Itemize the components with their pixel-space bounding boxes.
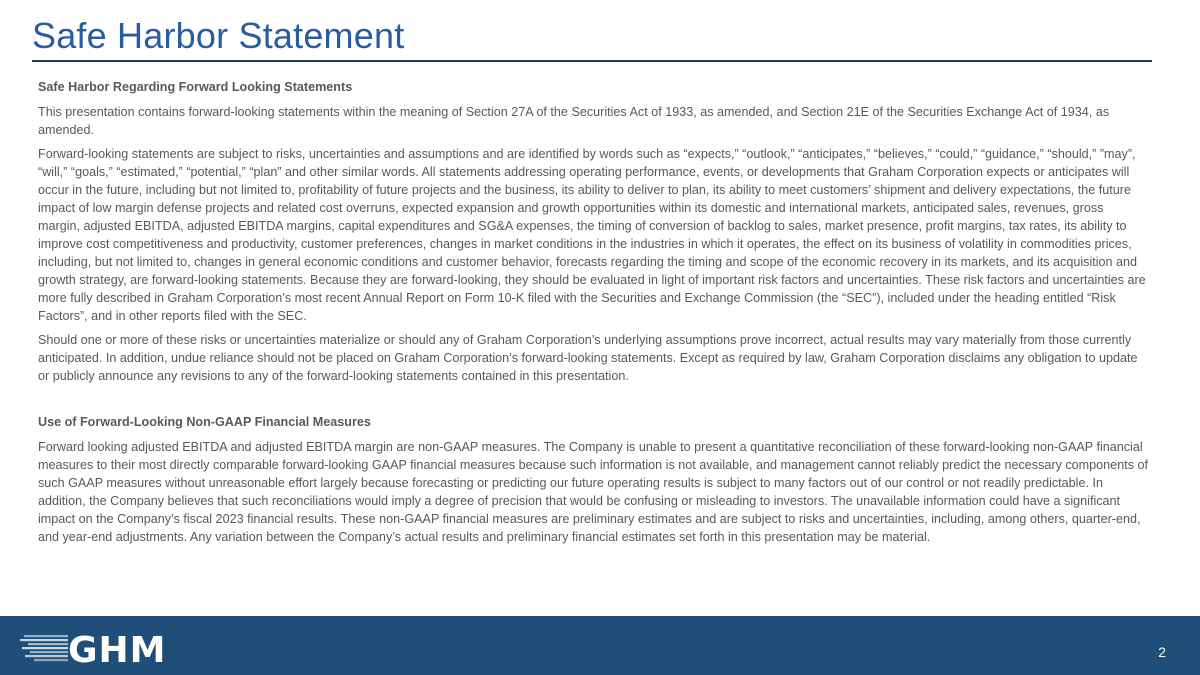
footer-bar xyxy=(0,616,1200,675)
slide-body xyxy=(38,78,1148,552)
logo-wordmark: GHM xyxy=(68,630,167,665)
section-heading-non-gaap: Use of Forward-Looking Non-GAAP Financial Measures xyxy=(38,415,371,429)
speed-lines-icon xyxy=(20,635,68,661)
paragraph: Forward looking adjusted EBITDA and adjusted EBITDA margin are non-GAAP measures. The Company is unable to present a quantitative reconciliation of these forward-looking non-GAAP financial measures to their most directly comparable forward-looking GAAP financial measures because such information is not available, and management cannot reliably predict the necessary components of such GAAP measures without unreasonable effort largely because forecasting or predicting our future operating results is subject to many factors out of our control or not readily predictable. In addition, the Company believes that such reconciliations would imply a degree of precision that would be confusing or misleading to investors. The unavailable information could have a significant impact on the Company’s fiscal 2023 financial results. These non-GAAP financial measures are preliminary estimates and are subject to risks and uncertainties, including, among others, quarter-end, and year-end adjustments. Any variation between the Company’s actual results and preliminary financial estimates set forth in this presentation may be material. xyxy=(38,440,1148,544)
section-heading-safe-harbor: Safe Harbor Regarding Forward Looking Statements xyxy=(38,80,353,94)
title-divider xyxy=(32,60,1152,62)
section-spacer xyxy=(38,391,1148,413)
paragraph: This presentation contains forward-looking statements within the meaning of Section 27A of the Securities Act of 1933, as amended, and Section 21E of the Securities Exchange Act of 1934, as amended. xyxy=(38,105,1110,137)
slide-title: Safe Harbor Statement xyxy=(32,15,405,56)
page-number: 2 xyxy=(1158,644,1166,660)
paragraph: Forward-looking statements are subject to risks, uncertainties and assumptions and are identified by words such as “expects,” “outlook,” “anticipates,” “believes,” “could,” “guidance,” “should,” ”may”, “will,” “goals,” “estimated,” “potential,” “plan” and other similar words. All statements addressing operating performance, events, or developments that Graham Corporation expects or anticipates will occur in the future, including but not limited to, profitability of future projects and the business, its ability to deliver to plan, its ability to meet customers’ shipment and delivery expectations, the future impact of low margin defense projects and related cost overruns, expected expansion and growth opportunities within its domestic and international markets, anticipated sales, revenues, gross margin, adjusted EBITDA, adjusted EBITDA margins, capital expenditures and SG&A expenses, the timing of conversion of backlog to sales, market presence, profit margins, tax rates, its ability to improve cost competitiveness and productivity, customer preferences, changes in market conditions in the industries in which it operates, the effect on its business of volatility in commodities prices, including, but not limited to, changes in general economic conditions and customer behavior, forecasts regarding the timing and scope of the economic recovery in its markets, and its acquisition and growth strategy, are forward-looking statements. Because they are forward-looking, they should be evaluated in light of important risk factors and uncertainties. These risk factors and uncertainties are more fully described in Graham Corporation’s most recent Annual Report on Form 10-K filed with the Securities and Exchange Commission (the “SEC”), included under the heading entitled “Risk Factors”, and in other reports filed with the SEC. xyxy=(38,147,1146,323)
ghm-logo xyxy=(20,629,200,665)
paragraph: Should one or more of these risks or uncertainties materialize or should any of Graham Corporation’s underlying assumptions prove incorrect, actual results may vary materially from those currently anticipated. In addition, undue reliance should not be placed on Graham Corporation’s forward-looking statements. Except as required by law, Graham Corporation disclaims any obligation to update or publicly announce any revisions to any of the forward-looking statements contained in this presentation. xyxy=(38,333,1138,383)
